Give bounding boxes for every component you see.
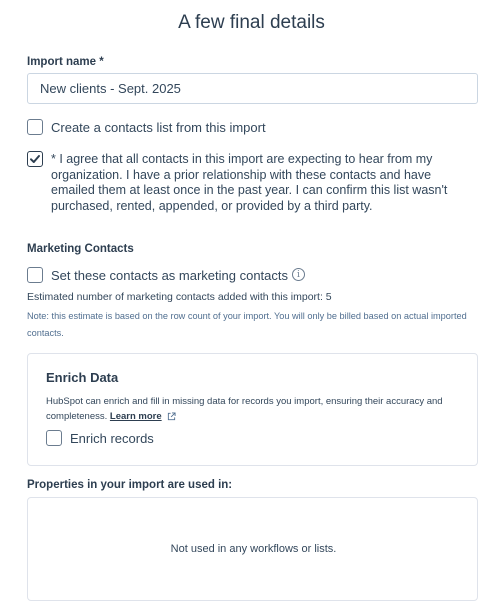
checkmark-icon [29, 153, 41, 165]
properties-usage-box [27, 497, 478, 601]
enrich-description-text: HubSpot can enrich and fill in missing data for records you import, ensuring their accuracy and completeness. [46, 396, 443, 422]
agreement-checkbox[interactable] [27, 151, 43, 167]
import-name-input[interactable] [27, 73, 478, 104]
marketing-contacts-heading: Marketing Contacts [27, 243, 134, 255]
marketing-note: Note: this estimate is based on the row count of your import. You will only be billed based on actual imported contacts. [27, 311, 467, 338]
properties-heading: Properties in your import are used in: [27, 479, 233, 491]
enrich-records-checkbox[interactable] [46, 430, 62, 446]
import-name-label: Import name * [27, 56, 104, 68]
marketing-estimate: Estimated number of marketing contacts added with this import: 5 [27, 291, 332, 303]
create-list-label: Create a contacts list from this import [51, 120, 266, 135]
enrich-data-description [46, 394, 466, 424]
learn-more-link[interactable]: Learn more [109, 411, 162, 422]
enrich-data-title: Enrich Data [46, 370, 119, 385]
page-title: A few final details [178, 12, 325, 33]
external-link-icon[interactable] [167, 412, 176, 421]
agreement-label: * I agree that all contacts in this import are expecting to hear from my organization. I have a prior relationship with these contacts and have emailed them at least once in the past year. I can confirm this list wasn't purchased, rented, appended, or provided by a third party. [51, 152, 448, 213]
properties-empty-text: Not used in any workflows or lists. [170, 543, 337, 555]
marketing-contacts-label: Set these contacts as marketing contacts [51, 268, 289, 283]
enrich-data-card [27, 353, 478, 466]
enrich-records-label: Enrich records [70, 431, 154, 446]
create-list-checkbox[interactable] [27, 119, 43, 135]
info-icon[interactable]: i [292, 268, 305, 281]
marketing-contacts-checkbox[interactable] [27, 267, 43, 283]
